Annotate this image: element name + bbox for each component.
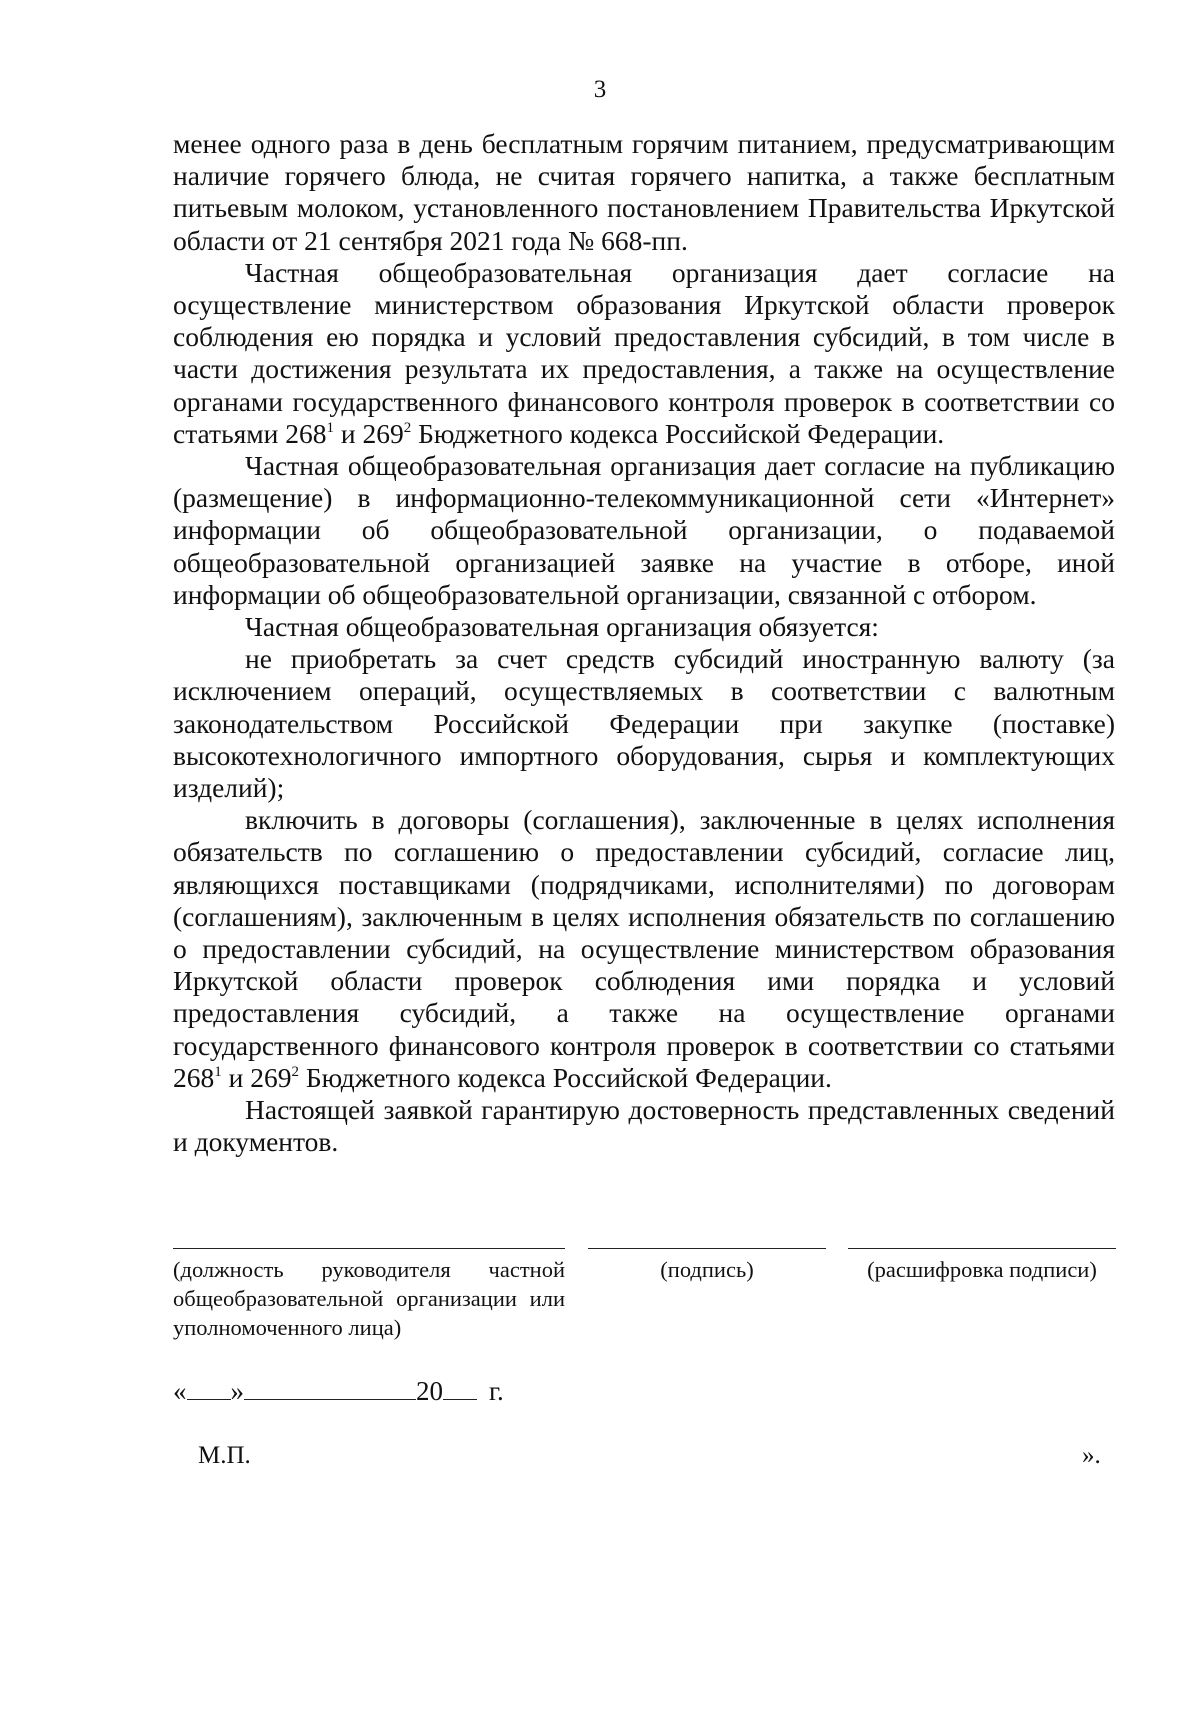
paragraph-text: Бюджетного кодекса Российской Федерации. (411, 417, 945, 449)
paragraph-text: включить в договоры (соглашения), заключенные в целях исполнения обязательств по соглашению о предоставлении субсидий, согласие лиц, являющихся поставщиками (подрядчиками, исполнителями) по договорам (соглашениям), заключенным в целях исполнения обязательств по соглашению о предоставлении субсидий, на осуществление министерством образования Иркутской области проверок соблюдения ими порядка и условий предоставления субсидий, а также на осуществление органами государственного финансового контроля проверок в соответствии со статьями 268 (173, 804, 1115, 1093)
paragraph-text: и 269 (221, 1061, 292, 1093)
decoding-caption: (расшифровка подписи) (867, 1257, 1097, 1282)
superscript: 1 (326, 419, 335, 436)
paragraph-contracts-consent (173, 804, 1115, 1094)
position-field (173, 1248, 565, 1342)
year-blank (443, 1377, 477, 1400)
signature-line (588, 1248, 826, 1255)
document-body (173, 128, 1115, 1159)
year-suffix: г. (489, 1376, 504, 1406)
position-line (173, 1248, 565, 1255)
closing-mark: ». (1082, 1442, 1101, 1469)
paragraph-consent-publication: Частная общеобразовательная организация дает согласие на публикацию (размещение) в информационно-телекоммуникационной сети «Интернет» информации об общеобразовательной организации, о подаваемой общеобразовательной организацией заявке на участие в отборе, иной информации об общеобразовательной организации, связанной с отбором. (173, 450, 1115, 610)
position-caption: (должность руководителя частной общеобразовательной организации или уполномоченного лица) (173, 1257, 565, 1340)
paragraph-consent-inspections (173, 257, 1115, 450)
paragraph-text: Бюджетного кодекса Российской Федерации. (298, 1061, 832, 1093)
paragraph-guarantee: Настоящей заявкой гарантирую достоверность представленных сведений и документов. (173, 1094, 1115, 1158)
day-blank (187, 1377, 231, 1400)
stamp-label: М.П. (198, 1442, 251, 1469)
open-quote: « (173, 1376, 187, 1406)
paragraph-text: и 269 (334, 417, 404, 449)
date-line (173, 1376, 504, 1407)
close-quote: » (230, 1376, 244, 1406)
paragraph-hot-meals: менее одного раза в день бесплатным горячим питанием, предусматривающим наличие горячего блюда, не считая горячего напитка, а также бесплатным питьевым молоком, установленного постановлением Правительства Иркутской области от 21 сентября 2021 года № 668-пп. (173, 128, 1115, 256)
signature-field (588, 1248, 826, 1284)
paragraph-no-foreign-currency: не приобретать за счет средств субсидий иностранную валюту (за исключением операций, осуществляемых в соответствии с валютным законодательством Российской Федерации при закупке (поставке) высокотехнологичного импортного оборудования, сырья и комплектующих изделий); (173, 643, 1115, 804)
decoding-field (848, 1248, 1116, 1284)
signature-caption: (подпись) (660, 1257, 754, 1282)
page-number: 3 (593, 76, 607, 103)
month-blank (244, 1377, 416, 1400)
paragraph-text: Частная общеобразовательная организация дает согласие на осуществление министерством образования Иркутской области проверок соблюдения ею порядка и условий предоставления субсидий, в том числе в части достижения результата их предоставления, а также на осуществление органами государственного финансового контроля проверок в соответствии со статьями 268 (173, 256, 1115, 449)
year-prefix: 20 (416, 1376, 443, 1406)
superscript: 1 (214, 1063, 222, 1080)
superscript: 2 (291, 1063, 299, 1080)
superscript: 2 (403, 419, 412, 436)
paragraph-obligations-intro: Частная общеобразовательная организация обязуется: (245, 611, 879, 643)
decoding-line (848, 1248, 1116, 1255)
